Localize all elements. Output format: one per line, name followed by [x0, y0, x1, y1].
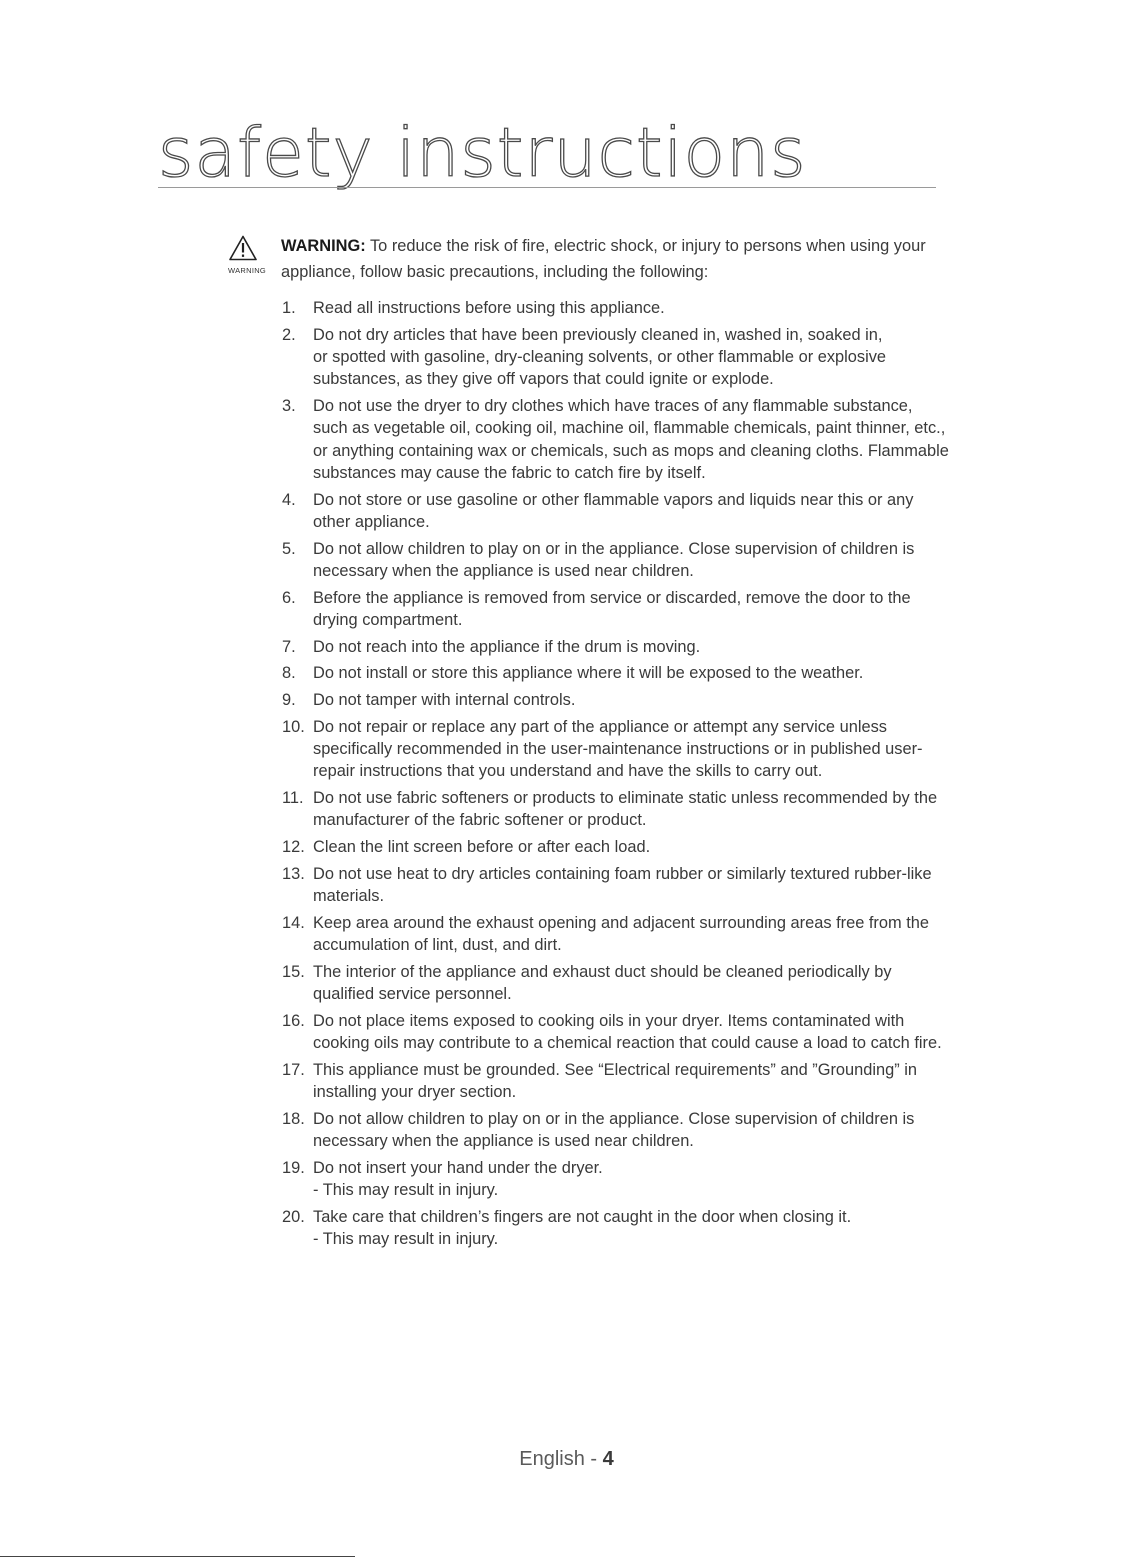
- footer-divider: [0, 1556, 355, 1557]
- instruction-text: other appliance.: [313, 513, 430, 532]
- instruction-number: 2.: [282, 325, 296, 344]
- instruction-text: Before the appliance is removed from service or discarded, remove the door to the: [313, 588, 911, 607]
- instruction-text: drying compartment.: [313, 611, 463, 630]
- instruction-text: such as vegetable oil, cooking oil, machine oil, flammable chemicals, paint thinner, etc.,: [313, 419, 946, 438]
- instruction-text: The interior of the appliance and exhaust duct should be cleaned periodically by: [313, 962, 892, 981]
- warning-text-line2: appliance, follow basic precautions, including the following:: [281, 263, 709, 281]
- instruction-text: necessary when the appliance is used near children.: [313, 562, 694, 581]
- instruction-text: repair instructions that you understand and have the skills to carry out.: [313, 762, 823, 781]
- page-footer: [0, 1448, 1133, 1471]
- instruction-number: 8.: [282, 664, 296, 683]
- instruction-number: 11.: [282, 789, 304, 807]
- instruction-text: Do not use the dryer to dry clothes which have traces of any flammable substance,: [313, 397, 913, 415]
- instruction-number: 20.: [282, 1207, 305, 1226]
- instruction-number: 19.: [282, 1158, 305, 1177]
- instruction-item: [282, 636, 994, 658]
- instruction-item: [282, 863, 994, 908]
- instruction-text: Do not allow children to play on or in the appliance. Close supervision of children is: [313, 1109, 915, 1128]
- instruction-text: Do not tamper with internal controls.: [313, 691, 576, 709]
- instruction-item: [282, 662, 994, 684]
- instruction-number: 15.: [282, 962, 305, 981]
- warning-text: [281, 233, 991, 259]
- instruction-item: [282, 1206, 994, 1251]
- instruction-text: substances, as they give off vapors that could ignite or explode.: [313, 370, 774, 389]
- instruction-item: [282, 297, 994, 319]
- instruction-number: 9.: [282, 691, 296, 709]
- instruction-text: Do not reach into the appliance if the drum is moving.: [313, 637, 701, 656]
- warning-icon-label: WARNING: [228, 266, 267, 275]
- instruction-list: [282, 297, 994, 1255]
- instruction-item: [282, 787, 994, 832]
- instruction-number: 1.: [282, 299, 296, 317]
- instruction-number: 5.: [282, 539, 296, 558]
- instruction-text: Keep area around the exhaust opening and adjacent surrounding areas free from the: [313, 913, 929, 932]
- instruction-text: Do not install or store this appliance where it will be exposed to the weather.: [313, 664, 864, 683]
- instruction-item: [282, 961, 994, 1006]
- instruction-text: Do not place items exposed to cooking oils in your dryer. Items contaminated with: [313, 1011, 905, 1030]
- title-divider: [158, 187, 936, 188]
- instruction-text: Do not store or use gasoline or other flammable vapors and liquids near this or any: [313, 490, 914, 509]
- instruction-item: [282, 538, 994, 583]
- instruction-text: Take care that children’s fingers are not caught in the door when closing it.: [313, 1207, 852, 1226]
- instruction-text: Do not use fabric softeners or products to eliminate static unless recommended by the: [313, 789, 938, 807]
- instruction-item: [282, 689, 994, 711]
- instruction-number: 14.: [282, 913, 305, 932]
- instruction-text: - This may result in injury.: [313, 1181, 499, 1199]
- instruction-item: [282, 395, 994, 485]
- instruction-text: Read all instructions before using this appliance.: [313, 299, 665, 317]
- instruction-number: 10.: [282, 717, 305, 736]
- instruction-text: Clean the lint screen before or after each load.: [313, 838, 651, 856]
- instruction-text: substances may cause the fabric to catch fire by itself.: [313, 464, 706, 483]
- instruction-text: Do not repair or replace any part of the appliance or attempt any service unless: [313, 717, 887, 736]
- instruction-item: [282, 912, 994, 957]
- instruction-item: [282, 716, 994, 783]
- instruction-text: materials.: [313, 887, 385, 905]
- instruction-number: 3.: [282, 397, 296, 415]
- instruction-number: 12.: [282, 838, 305, 856]
- instruction-item: [282, 1108, 994, 1153]
- instruction-text: specifically recommended in the user-maintenance instructions or in published user-: [313, 740, 923, 758]
- instruction-number: 18.: [282, 1109, 305, 1128]
- instruction-item: [282, 324, 994, 391]
- instruction-item: [282, 1010, 994, 1055]
- instruction-text: Do not allow children to play on or in the appliance. Close supervision of children is: [313, 539, 915, 558]
- warning-text-line1: To reduce the risk of fire, electric shock, or injury to persons when using your: [369, 237, 926, 255]
- instruction-text: - This may result in injury.: [313, 1230, 499, 1248]
- instruction-item: [282, 1059, 994, 1104]
- instruction-text: qualified service personnel.: [313, 985, 512, 1003]
- instruction-text: or spotted with gasoline, dry-cleaning solvents, or other flammable or explosive: [313, 348, 887, 366]
- instruction-text: manufacturer of the fabric softener or product.: [313, 811, 647, 830]
- instruction-number: 6.: [282, 588, 296, 607]
- instruction-number: 16.: [282, 1011, 305, 1030]
- instruction-text: This appliance must be grounded. See “Electrical requirements” and ”Grounding” in: [313, 1060, 918, 1079]
- instruction-text: Do not dry articles that have been previously cleaned in, washed in, soaked in,: [313, 325, 883, 344]
- instruction-item: [282, 1157, 994, 1202]
- warning-label: WARNING:: [281, 237, 366, 255]
- instruction-text: cooking oils may contribute to a chemical reaction that could cause a load to catch fire.: [313, 1034, 942, 1052]
- instruction-text: or anything containing wax or chemicals, such as mops and cleaning cloths. Flammable: [313, 441, 949, 460]
- instruction-item: [282, 489, 994, 534]
- instruction-item: [282, 836, 994, 858]
- instruction-item: [282, 587, 994, 632]
- footer-language: English -: [519, 1448, 603, 1470]
- page-title: safety instructions: [158, 114, 807, 193]
- instruction-text: Do not insert your hand under the dryer.: [313, 1158, 603, 1177]
- instruction-number: 7.: [282, 637, 296, 656]
- instruction-text: installing your dryer section.: [313, 1083, 517, 1101]
- instruction-number: 17.: [282, 1060, 305, 1079]
- instruction-text: accumulation of lint, dust, and dirt.: [313, 936, 562, 954]
- instruction-text: Do not use heat to dry articles containing foam rubber or similarly textured rubber-like: [313, 864, 932, 883]
- instruction-number: 13.: [282, 864, 305, 883]
- instruction-number: 4.: [282, 490, 296, 509]
- instruction-text: necessary when the appliance is used near children.: [313, 1132, 694, 1150]
- page-number: 4: [602, 1448, 614, 1470]
